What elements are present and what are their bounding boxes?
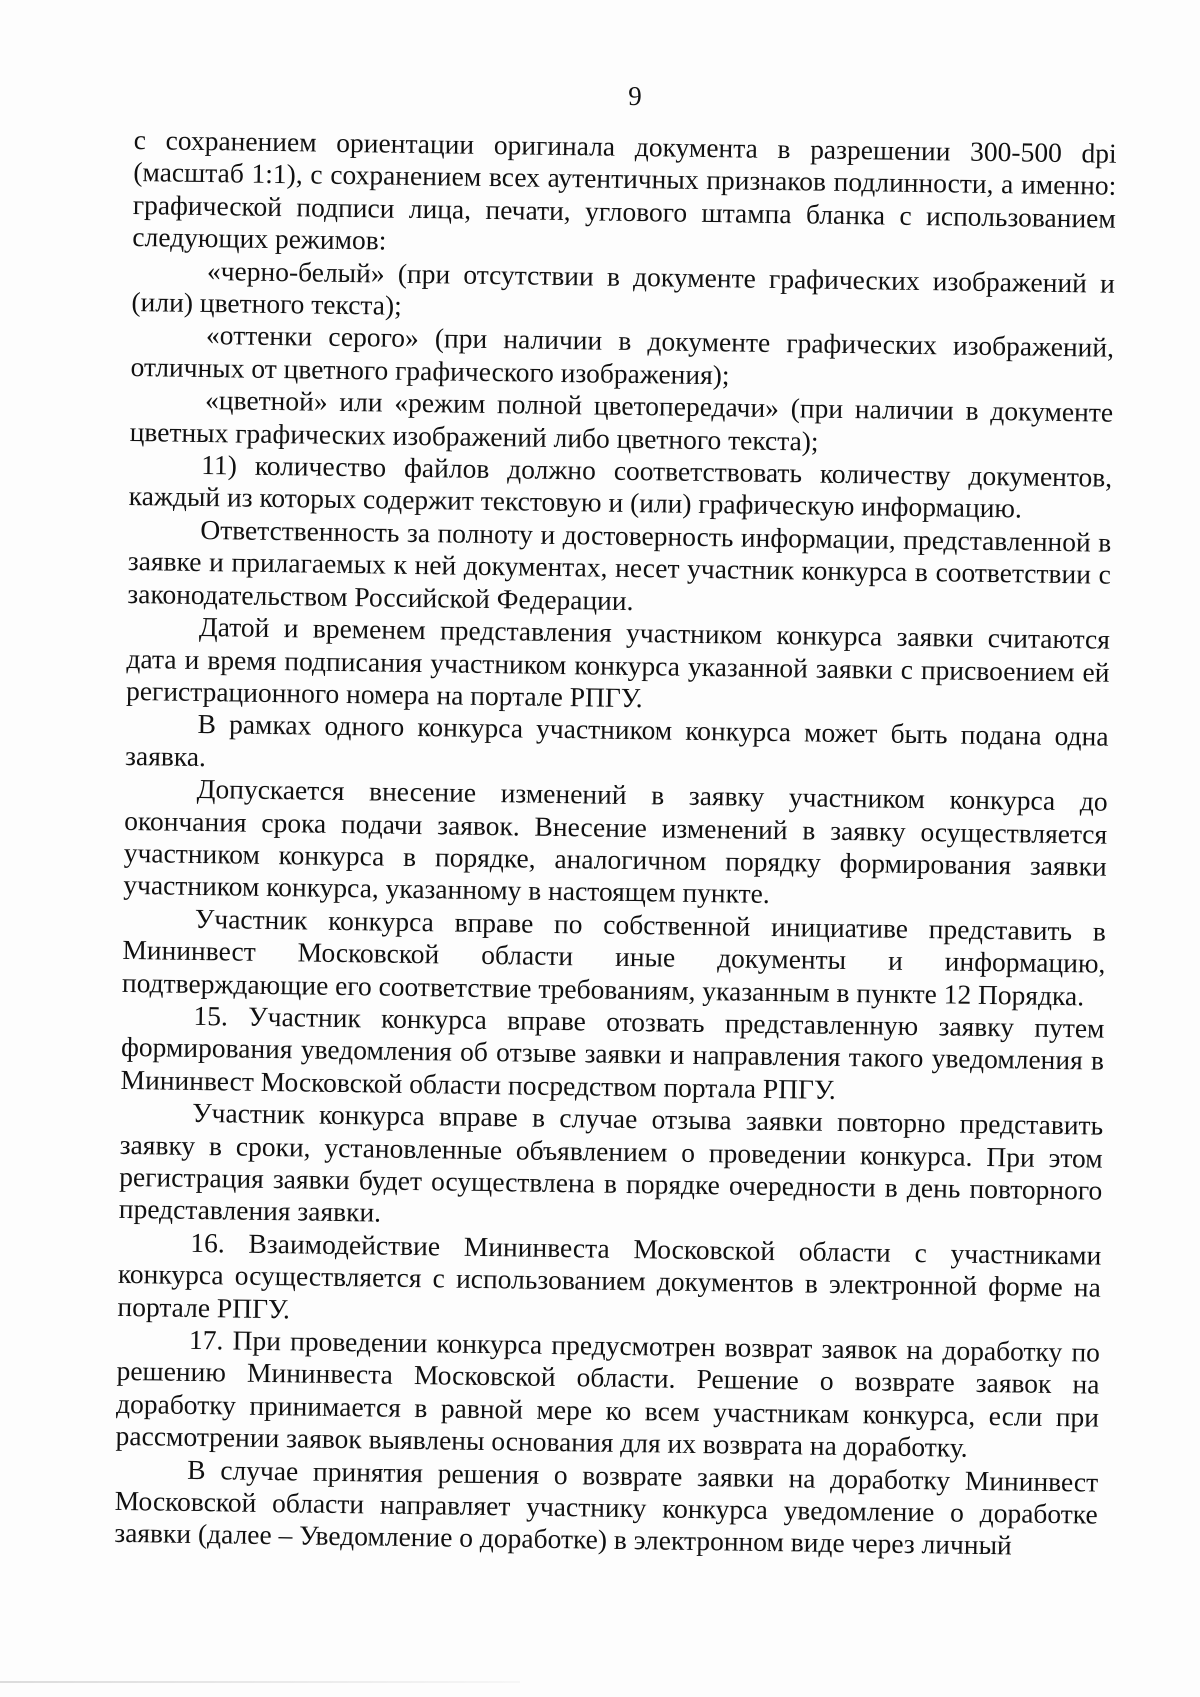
paragraph-item-17: 17. При проведении конкурса предусмотрен возврат заявок на доработку по решению Мининвеста Московской области. Решение о возврате заявок на доработку принимается в равной мере ко всем участникам конкурса, если при рассмотрении заявок выявлены основания для их возврата на доработку.	[115, 1323, 1101, 1464]
paragraph-item-11: 11) количество файлов должно соответствовать количеству документов, каждый из которых содержит текстовую и (или) графическую информацию.	[128, 449, 1113, 524]
paragraph-mode-grayscale: «оттенки серого» (при наличии в документе графических изображений, отличных от цветного графического изображения);	[130, 319, 1115, 391]
paragraph-mode-color: «цветной» или «режим полной цветопередачи» (при наличии в документе цветных графических изображений либо цветного текста);	[129, 384, 1114, 457]
paragraph-return-notice: В случае принятия решения о возврате заявки на доработку Мининвест Московской области направляет участнику конкурса уведомление о доработке заявки (далее – Уведомление о доработке) в электронном виде через личный	[114, 1453, 1099, 1561]
paragraph-item-15: 15. Участник конкурса вправе отозвать представленную заявку путем формирования уведомления об отзыве заявки и направления такого уведомления в Мининвест Московской области посредством портала РПГУ.	[120, 999, 1105, 1105]
paragraph-one-application: В рамках одного конкурса участником конкурса может быть подана одна заявка.	[124, 708, 1109, 772]
paragraph-mode-black-white: «черно-белый» (при отсутствии в документе графических изображений и (или) цветного текста);	[131, 254, 1116, 321]
document-body	[114, 124, 1117, 1563]
paragraph-responsibility: Ответственность за полноту и достоверность информации, представленной в заявке и прилагаемых к ней документах, несет участник конкурса в соответствии с законодательством Российской Федерации.	[127, 513, 1112, 616]
paragraph-submission-date: Датой и временем представления участником конкурса заявки считаются дата и время подписания участником конкурса указанной заявки с присвоением ей регистрационного номера на портале РПГУ.	[125, 611, 1111, 714]
scan-edge-artifact	[0, 1681, 520, 1683]
paragraph-item-16: 16. Взаимодействие Мининвеста Московской области с участниками конкурса осуществляется с использованием документов в электронной форме на портале РПГУ.	[117, 1226, 1102, 1324]
paragraph-additional-documents: Участник конкурса вправе по собственной инициативе представить в Мининвест Московской области иные документы и информацию, подтверждающие его соответствие требованиям, указанным в пункте 12 Порядка.	[121, 902, 1107, 1011]
page-number: 9	[628, 81, 642, 111]
paragraph-changes-allowed: Допускается внесение изменений в заявку участником конкурса до окончания срока подачи заявок. Внесение изменений в заявку осуществляется участником конкурса в порядке, аналогичном порядку формирования заявки участником конкурса, указанному в настоящем пункте.	[123, 773, 1108, 910]
paragraph-resubmission: Участник конкурса вправе в случае отзыва заявки повторно представить заявку в сроки, установленные объявлением о проведении конкурса. При этом регистрация заявки будет осуществлена в порядке очередности в день повторного представления заявки.	[118, 1097, 1104, 1228]
paragraph-scan-requirements: с сохранением ориентации оригинала документа в разрешении 300-500 dpi (масштаб 1:1), с сохранением всех аутентичных признаков подлинности, а именно: графической подписи лица, печати, углового штампа бланка с использованием следующих режимов:	[132, 124, 1117, 256]
